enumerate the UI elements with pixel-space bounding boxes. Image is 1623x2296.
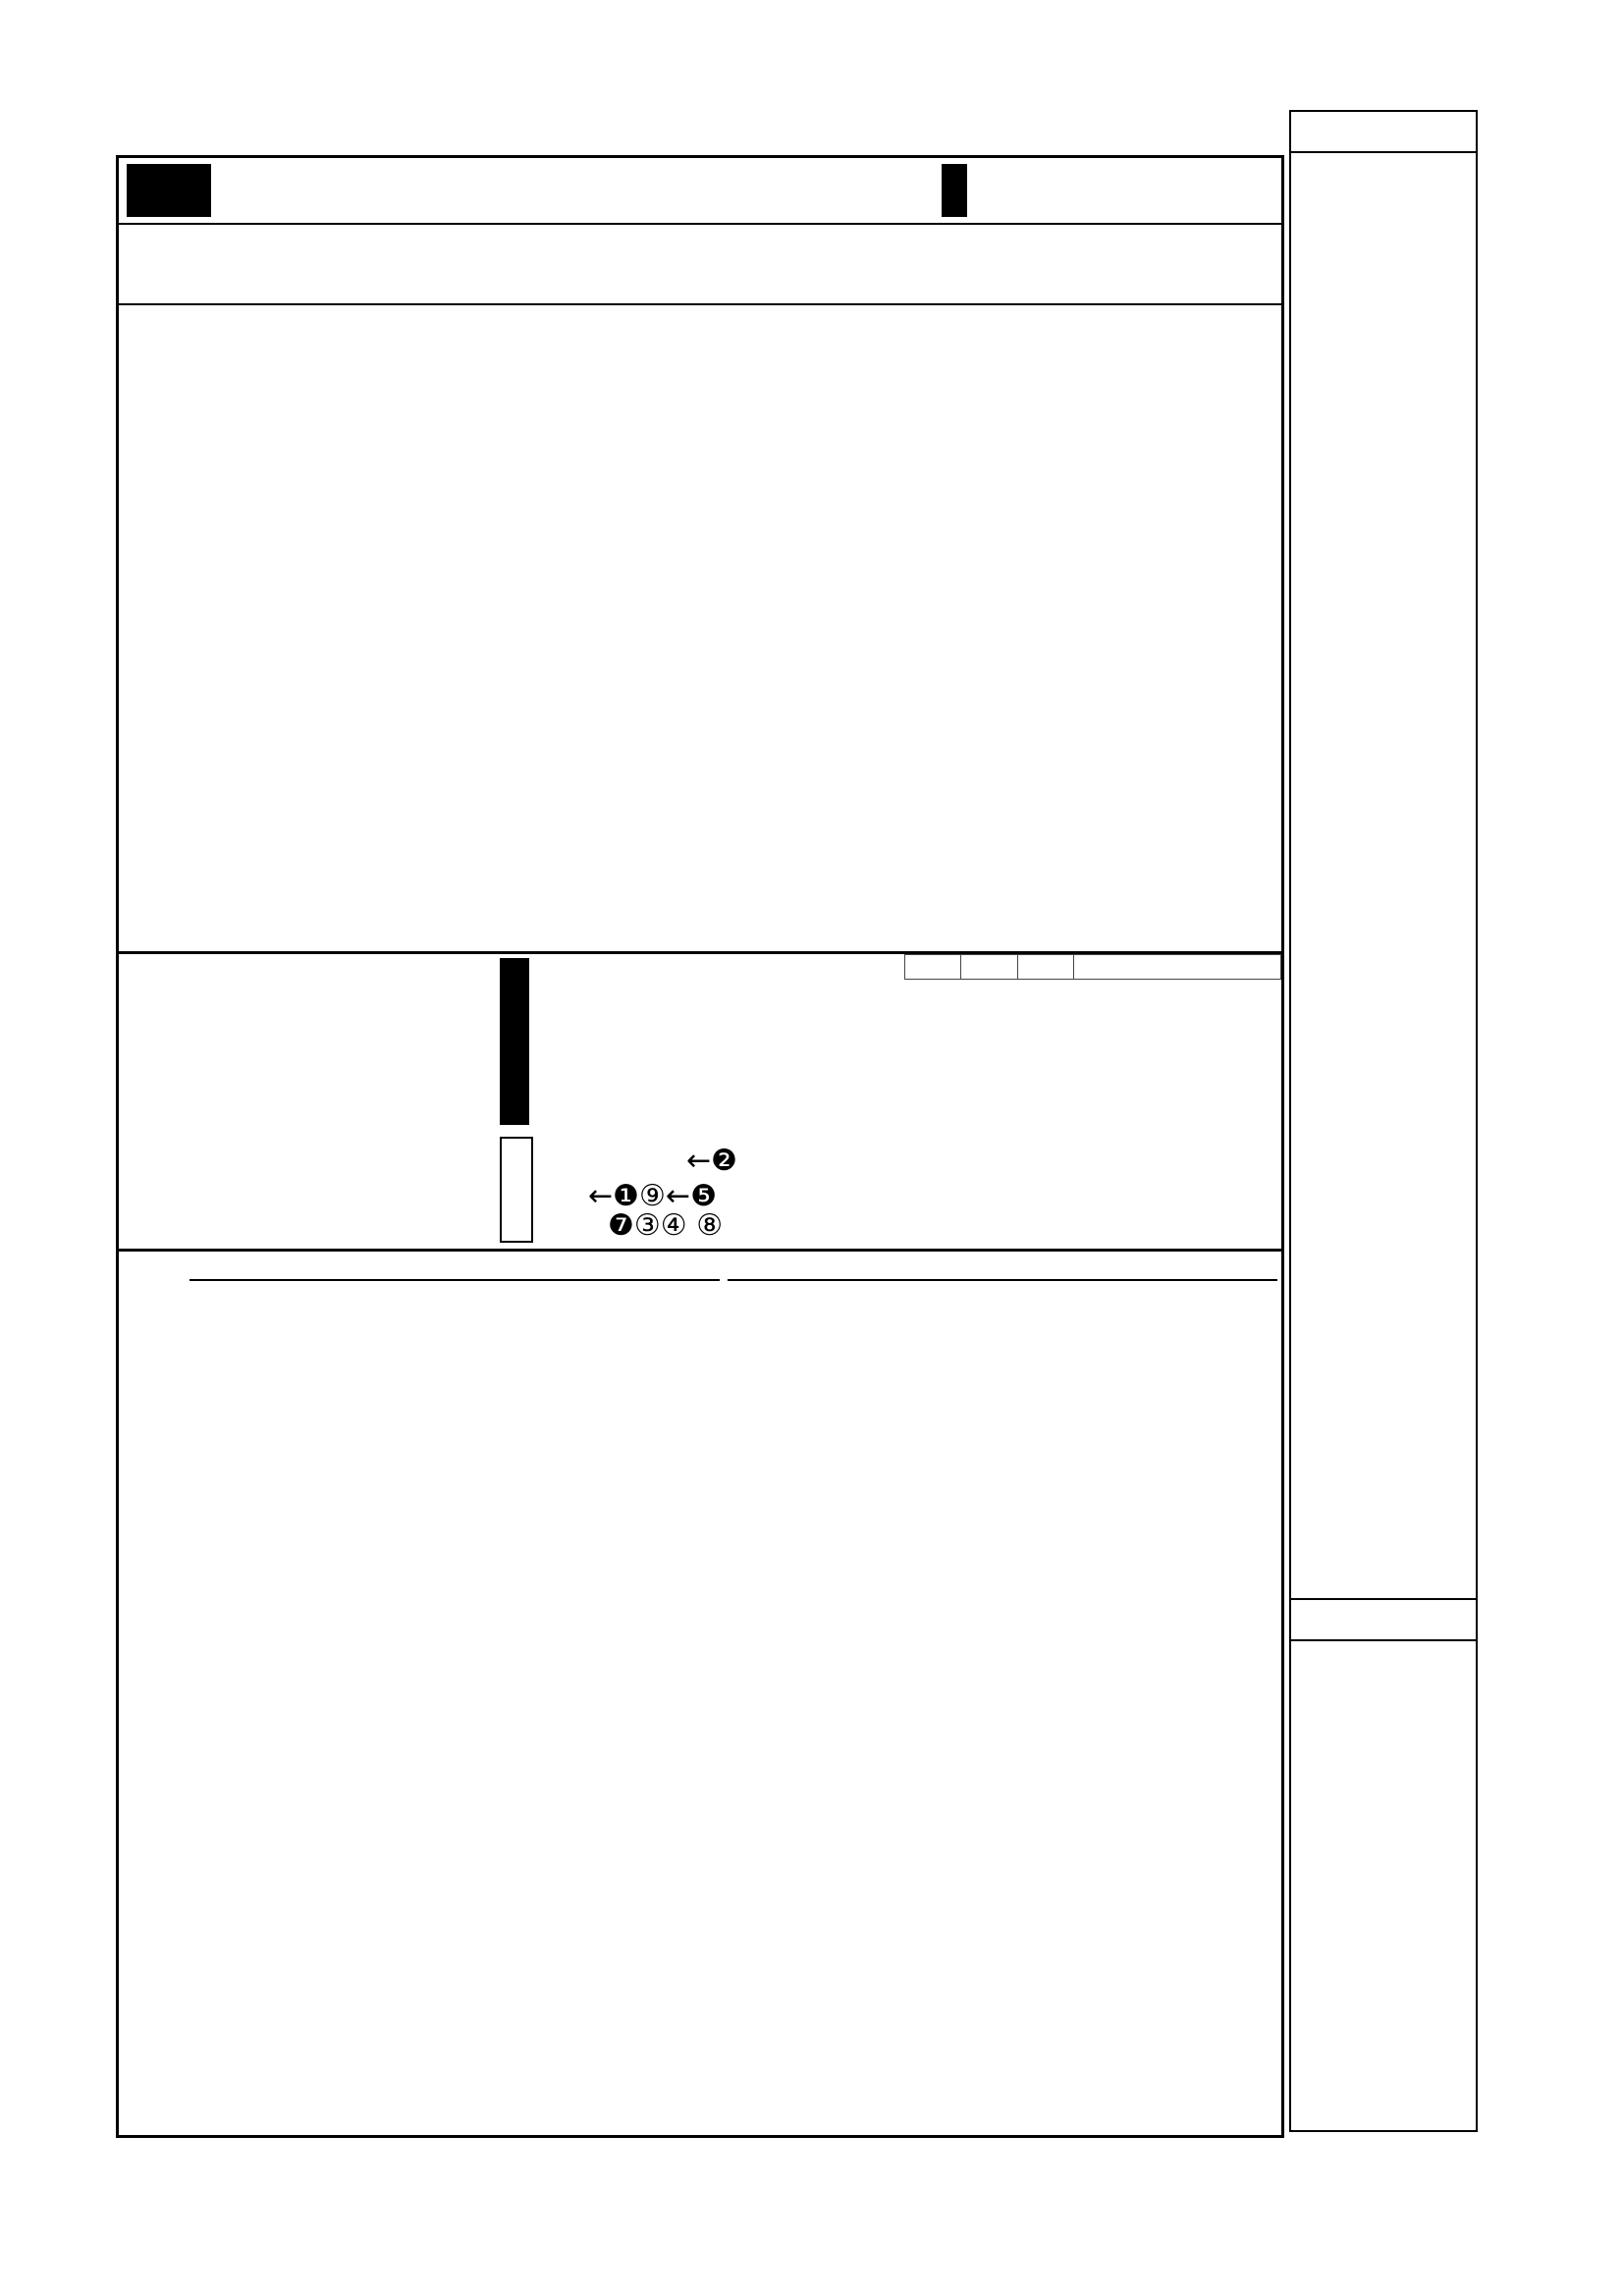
prediction-panel: [119, 951, 1281, 1252]
column-header: [119, 223, 1281, 305]
interview-title: [1291, 112, 1476, 153]
race-bar: [119, 158, 1281, 225]
bs-pos-1: ←❶⑨←❺: [588, 1179, 717, 1213]
lineup-head-style: [1017, 955, 1073, 980]
header-line: [118, 110, 1276, 151]
bs-position-diagram: [539, 1137, 873, 1239]
lineup-table: [904, 954, 1281, 1245]
race-number: [127, 164, 211, 217]
results-head-left: [189, 1246, 720, 1281]
bs-pos-2: ←❷: [686, 1144, 738, 1178]
picks-box: [500, 954, 893, 1245]
bs-pos-7: ❼③④ ⑧: [608, 1208, 724, 1239]
lineup-head-order: [961, 955, 1017, 980]
side-column: [1289, 110, 1478, 2132]
final-bs-label: [500, 1137, 533, 1243]
trio-label: [500, 958, 529, 1125]
recent-results: [119, 1246, 1281, 2134]
race-card: [116, 155, 1284, 2138]
lineup-head-venue: [905, 955, 961, 980]
odds-badge: [942, 164, 967, 217]
results-head-right: [728, 1246, 1277, 1281]
accident-title: [1291, 1598, 1476, 1641]
